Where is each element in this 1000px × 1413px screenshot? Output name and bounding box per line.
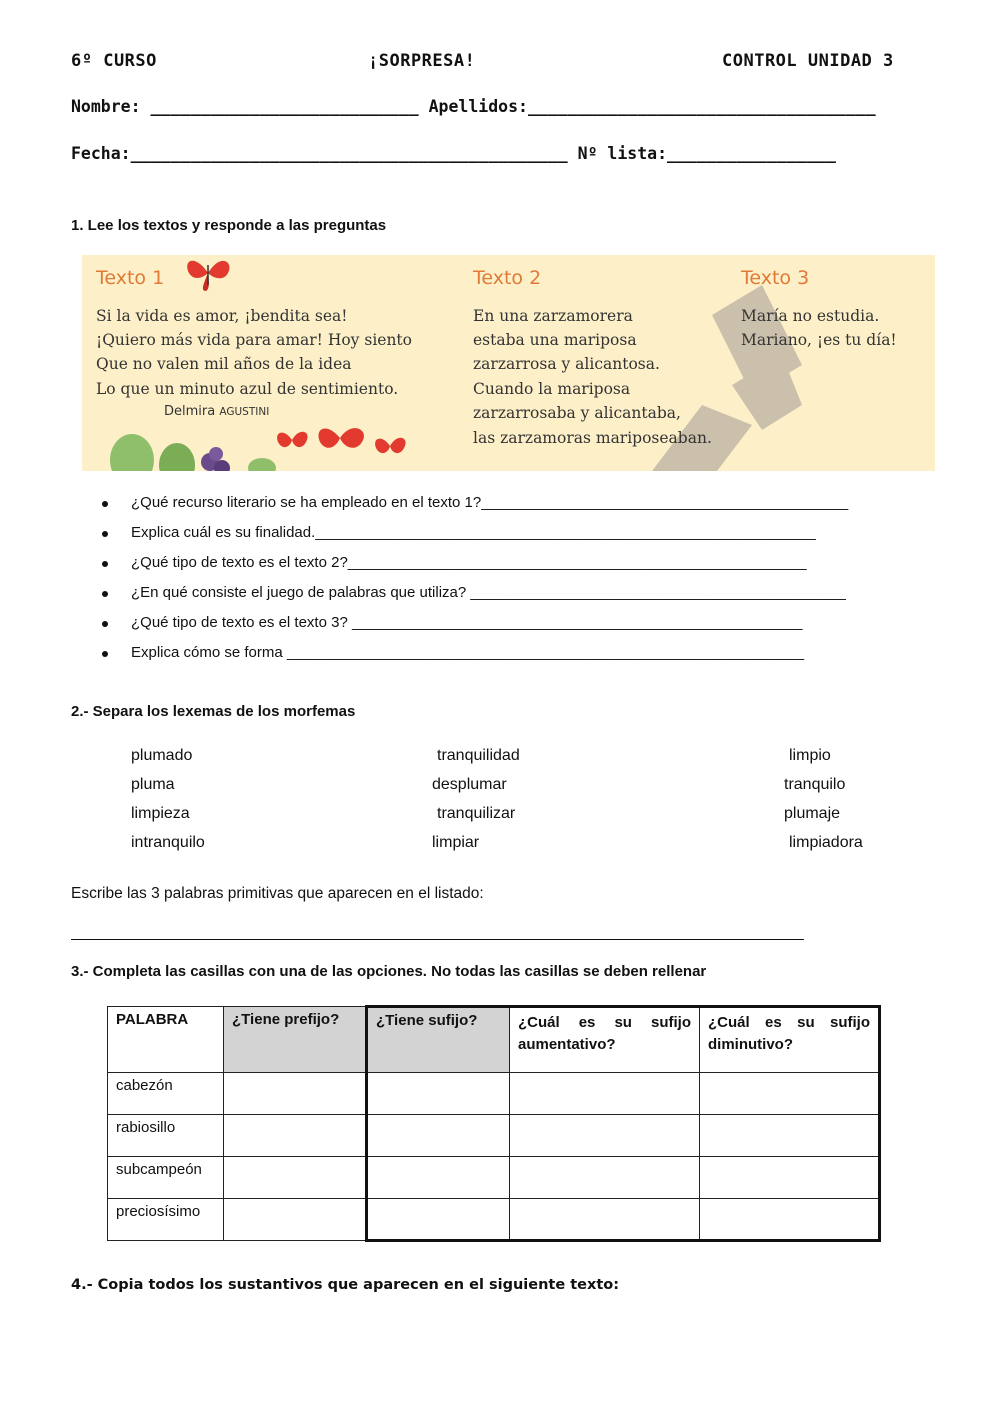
answer-cell[interactable] (510, 1115, 700, 1157)
answer-cell[interactable] (367, 1157, 510, 1199)
word-item: pluma (131, 776, 175, 793)
answer-cell[interactable] (700, 1115, 880, 1157)
author-first: Delmira (164, 404, 216, 419)
word-item: limpiadora (789, 834, 863, 851)
bullet-icon (102, 561, 108, 567)
section4-title: 4.- Copia todos los sustantivos que aparecen en el siguiente texto: (71, 1277, 620, 1293)
exam-label: CONTROL UNIDAD 3 (722, 51, 894, 71)
question-item[interactable]: ¿Qué tipo de texto es el texto 2?_______________________________________________________ (131, 554, 807, 571)
primitive-words-answer-line[interactable]: _____________________________________________________________________________________ (71, 924, 804, 941)
header-cell (510, 1007, 700, 1073)
bullet-icon (102, 591, 108, 597)
word-item: intranquilo (131, 834, 205, 851)
text2-line: estaba una mariposa (473, 331, 637, 349)
page-title: ¡SORPRESA! (368, 51, 476, 71)
question-item[interactable]: ¿Qué recurso literario se ha empleado en el texto 1?____________________________________________ (131, 494, 849, 511)
header-text: ¿Cuál es su sufijo diminutivo? (708, 1014, 870, 1053)
answer-cell[interactable] (700, 1073, 880, 1115)
text3-line: María no estudia. (741, 307, 880, 325)
header-cell: ¿Tiene sufijo? (367, 1007, 510, 1073)
word-item: limpiar (432, 834, 480, 851)
text2-title: Texto 2 (473, 267, 542, 289)
question-item[interactable]: Explica cuál es su finalidad.____________________________________________________________ (131, 524, 816, 541)
answer-cell[interactable] (700, 1199, 880, 1241)
answer-cell[interactable] (510, 1157, 700, 1199)
date-fields[interactable]: Fecha:____________________________________________ Nº lista:_________________ (71, 144, 836, 163)
bullet-icon (102, 621, 108, 627)
header-text: ¿Cuál es su sufijo aumentativo? (518, 1014, 691, 1053)
answer-cell[interactable] (367, 1115, 510, 1157)
answer-cell[interactable] (224, 1157, 367, 1199)
header-cell (700, 1007, 880, 1073)
bullet-icon (102, 501, 108, 507)
word-item: limpio (789, 747, 831, 764)
affix-table (107, 1005, 881, 1242)
word-item: tranquilizar (437, 805, 516, 822)
text2-line: zarzarrosaba y alicantaba, (473, 404, 681, 422)
answer-cell[interactable] (510, 1073, 700, 1115)
answer-cell[interactable] (224, 1115, 367, 1157)
section1-title: 1. Lee los textos y responde a las preguntas (71, 217, 387, 234)
text2-line: Cuando la mariposa (473, 380, 631, 398)
question-item[interactable]: ¿Qué tipo de texto es el texto 3? ______________________________________________________ (131, 614, 803, 631)
section3-title: 3.- Completa las casillas con una de las opciones. No todas las casillas se deben rellenar (71, 963, 707, 980)
answer-cell[interactable] (224, 1073, 367, 1115)
answer-cell[interactable] (224, 1199, 367, 1241)
text1-line: ¡Quiero más vida para amar! Hoy siento (96, 331, 412, 349)
text2-line: zarzarrosa y alicantosa. (473, 355, 660, 373)
text3-line: Mariano, ¡es tu día! (741, 331, 897, 349)
text3-title: Texto 3 (741, 267, 810, 289)
word-item: tranquilidad (437, 747, 520, 764)
question-item[interactable]: ¿En qué consiste el juego de palabras que utiliza? _____________________________________________ (131, 584, 846, 601)
text1-title: Texto 1 (96, 267, 165, 289)
text1-line: Que no valen mil años de la idea (96, 355, 352, 373)
answer-cell[interactable] (700, 1157, 880, 1199)
word-item: tranquilo (784, 776, 846, 793)
name-fields[interactable]: Nombre: ___________________________ Apellidos:___________________________________ (71, 97, 876, 116)
text2-line: las zarzamoras mariposeaban. (473, 429, 712, 447)
word-cell: preciosísimo (108, 1199, 224, 1241)
author-last: AGUSTINI (219, 406, 270, 418)
word-item: plumaje (784, 805, 841, 822)
text1-line: Si la vida es amor, ¡bendita sea! (96, 307, 348, 325)
question-item[interactable]: Explica cómo se forma ______________________________________________________________ (131, 644, 805, 661)
bullet-icon (102, 651, 108, 657)
word-cell: rabiosillo (108, 1115, 224, 1157)
header-cell: ¿Tiene prefijo? (224, 1007, 367, 1073)
answer-cell[interactable] (510, 1199, 700, 1241)
header-cell: PALABRA (108, 1007, 224, 1073)
course-label: 6º CURSO (71, 51, 157, 71)
word-cell: subcampeón (108, 1157, 224, 1199)
word-cell: cabezón (108, 1073, 224, 1115)
text2-line: En una zarzamorera (473, 307, 633, 325)
text1-line: Lo que un minuto azul de sentimiento. (96, 380, 399, 398)
butterfly-icon (182, 255, 234, 293)
poem-box (82, 255, 935, 471)
word-item: plumado (131, 747, 193, 764)
text1-author (164, 404, 269, 419)
word-item: desplumar (432, 776, 507, 793)
decorative-leaves-image (102, 420, 442, 471)
word-item: limpieza (131, 805, 190, 822)
bullet-icon (102, 531, 108, 537)
answer-cell[interactable] (367, 1199, 510, 1241)
answer-cell[interactable] (367, 1073, 510, 1115)
primitive-words-prompt: Escribe las 3 palabras primitivas que aparecen en el listado: (71, 885, 484, 902)
section2-title: 2.- Separa los lexemas de los morfemas (71, 703, 356, 720)
